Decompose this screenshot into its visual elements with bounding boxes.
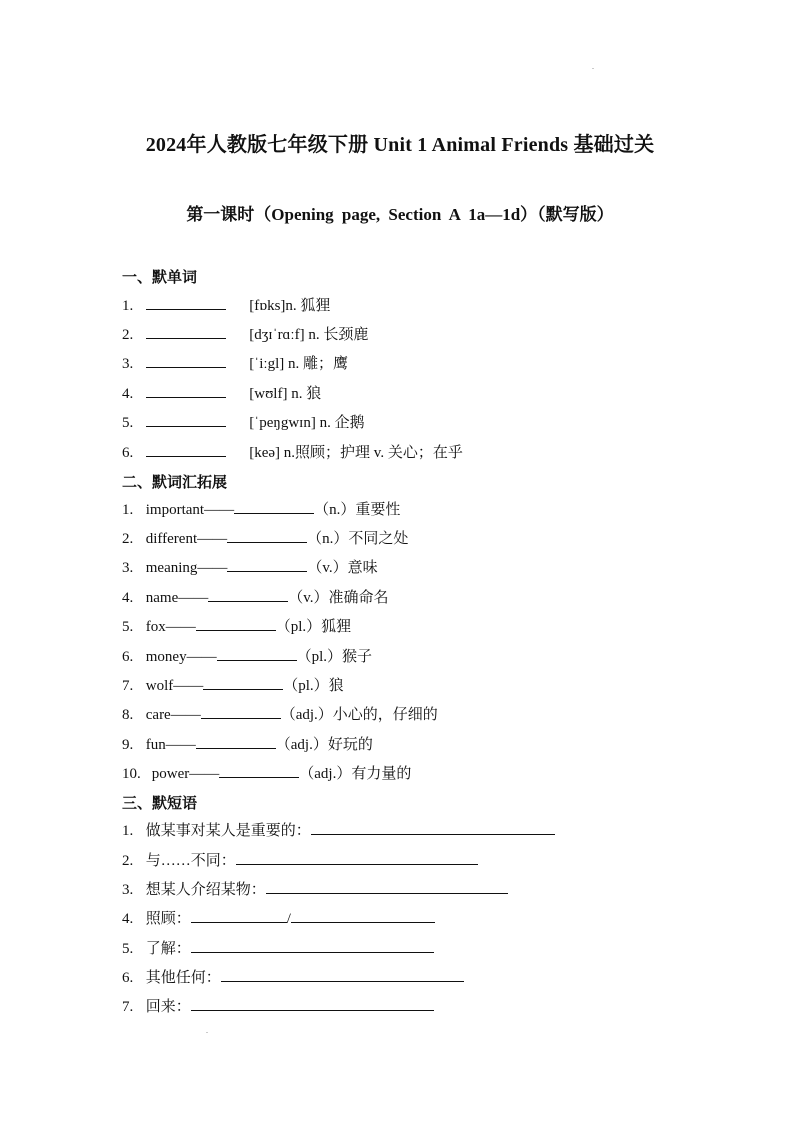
item-hint: （pl.）狐狸 (275, 619, 352, 635)
page-subtitle: 第一课时（Opening page, Section A 1a—1d）（默写版） (186, 205, 614, 224)
item-word: money—— (145, 649, 217, 665)
item-number: 1. (122, 298, 134, 314)
list-item (122, 353, 348, 374)
list-item (122, 996, 434, 1017)
answer-blank[interactable] (146, 383, 226, 398)
item-prompt: [fɒks]n. 狐狸 (249, 298, 331, 314)
list-item (122, 616, 351, 637)
list-item (122, 646, 372, 667)
item-number: 3. (122, 560, 134, 576)
item-word: care—— (145, 707, 201, 723)
item-number: 5. (122, 619, 134, 635)
answer-blank[interactable] (146, 412, 226, 427)
item-number: 6. (122, 970, 134, 986)
item-prompt: 其他任何： (145, 970, 221, 986)
item-hint: （v.）意味 (307, 560, 378, 576)
item-prompt: [keə] n.照顾；护理 v. 关心；在乎 (249, 445, 463, 461)
answer-blank[interactable] (146, 353, 226, 368)
list-item (122, 967, 464, 988)
list-item (122, 850, 478, 871)
item-prompt: 与……不同： (145, 853, 236, 869)
answer-blank[interactable] (146, 295, 226, 310)
item-word: power—— (151, 766, 220, 782)
item-word: name—— (145, 590, 209, 606)
item-prompt: 想某人介绍某物： (145, 882, 266, 898)
item-prompt: 照顾： (145, 911, 191, 927)
list-item (122, 763, 411, 784)
item-prompt: [wʊlf] n. 狼 (249, 386, 322, 402)
item-number: 3. (122, 356, 134, 372)
separator-slash: / (286, 911, 291, 927)
item-prompt: [dʒɪˈrɑːf] n. 长颈鹿 (249, 327, 369, 343)
item-number: 2. (122, 531, 134, 547)
answer-blank[interactable] (217, 646, 297, 661)
item-hint: （n.）重要性 (314, 502, 401, 518)
item-number: 8. (122, 707, 134, 723)
section-heading-words: 一、默单词 (122, 270, 198, 286)
list-item (122, 734, 373, 755)
item-prompt: [ˈiːgl] n. 雕；鹰 (249, 356, 348, 372)
list-item (122, 324, 368, 345)
section-heading-word-expansion: 二、默词汇拓展 (122, 475, 228, 491)
item-number: 1. (122, 502, 134, 518)
item-number: 4. (122, 386, 134, 402)
list-item (122, 820, 555, 841)
item-number: 6. (122, 445, 134, 461)
item-word: wolf—— (145, 678, 204, 694)
answer-blank[interactable] (227, 557, 307, 572)
item-hint: （pl.）猴子 (296, 649, 372, 665)
answer-blank[interactable] (208, 587, 288, 602)
answer-blank[interactable] (291, 908, 435, 923)
list-item (122, 528, 408, 549)
item-number: 2. (122, 327, 134, 343)
answer-blank[interactable] (221, 967, 464, 982)
answer-blank[interactable] (234, 499, 314, 514)
list-item (122, 938, 434, 959)
item-prompt: 了解： (145, 941, 191, 957)
item-word: fox—— (145, 619, 196, 635)
list-item (122, 557, 378, 578)
item-word: fun—— (145, 737, 196, 753)
scan-mark: . (206, 1026, 208, 1035)
answer-blank[interactable] (191, 908, 287, 923)
item-number: 2. (122, 853, 134, 869)
item-word: meaning—— (145, 560, 228, 576)
answer-blank[interactable] (146, 324, 226, 339)
item-hint: （adj.）小心的，仔细的 (280, 707, 438, 723)
answer-blank[interactable] (196, 734, 276, 749)
item-number: 4. (122, 590, 134, 606)
item-number: 5. (122, 415, 134, 431)
item-number: 3. (122, 882, 134, 898)
section-heading-phrases: 三、默短语 (122, 796, 198, 812)
answer-blank[interactable] (201, 704, 281, 719)
answer-blank[interactable] (196, 616, 276, 631)
list-item (122, 704, 438, 725)
list-item (122, 587, 389, 608)
item-number: 1. (122, 823, 134, 839)
answer-blank[interactable] (311, 820, 555, 835)
item-hint: （adj.）有力量的 (299, 766, 412, 782)
item-number: 7. (122, 999, 134, 1015)
list-item (122, 442, 463, 463)
answer-blank[interactable] (146, 442, 226, 457)
page-title: 2024年人教版七年级下册 Unit 1 Animal Friends 基础过关 (145, 134, 655, 156)
answer-blank[interactable] (266, 879, 508, 894)
answer-blank[interactable] (203, 675, 283, 690)
answer-blank[interactable] (219, 763, 299, 778)
item-number: 6. (122, 649, 134, 665)
list-item (122, 383, 321, 404)
item-number: 7. (122, 678, 134, 694)
answer-blank[interactable] (191, 938, 434, 953)
item-number: 5. (122, 941, 134, 957)
item-hint: （pl.）狼 (283, 678, 344, 694)
item-word: different—— (145, 531, 228, 547)
item-hint: （n.）不同之处 (307, 531, 409, 547)
item-word: important—— (145, 502, 235, 518)
list-item (122, 675, 344, 696)
item-hint: （adj.）好玩的 (275, 737, 373, 753)
item-prompt: 做某事对某人是重要的： (145, 823, 311, 839)
item-number: 9. (122, 737, 134, 753)
list-item (122, 412, 365, 433)
item-prompt: 回来： (145, 999, 191, 1015)
answer-blank[interactable] (236, 850, 478, 865)
answer-blank[interactable] (191, 996, 434, 1011)
item-number: 4. (122, 911, 134, 927)
list-item (122, 879, 508, 900)
item-hint: （v.）准确命名 (288, 590, 389, 606)
list-item (122, 499, 400, 520)
list-item (122, 295, 330, 316)
item-number: 10. (122, 766, 141, 782)
scan-mark: . (592, 62, 594, 71)
list-item (122, 908, 435, 929)
item-prompt: [ˈpeŋgwɪn] n. 企鹅 (249, 415, 365, 431)
answer-blank[interactable] (227, 528, 307, 543)
